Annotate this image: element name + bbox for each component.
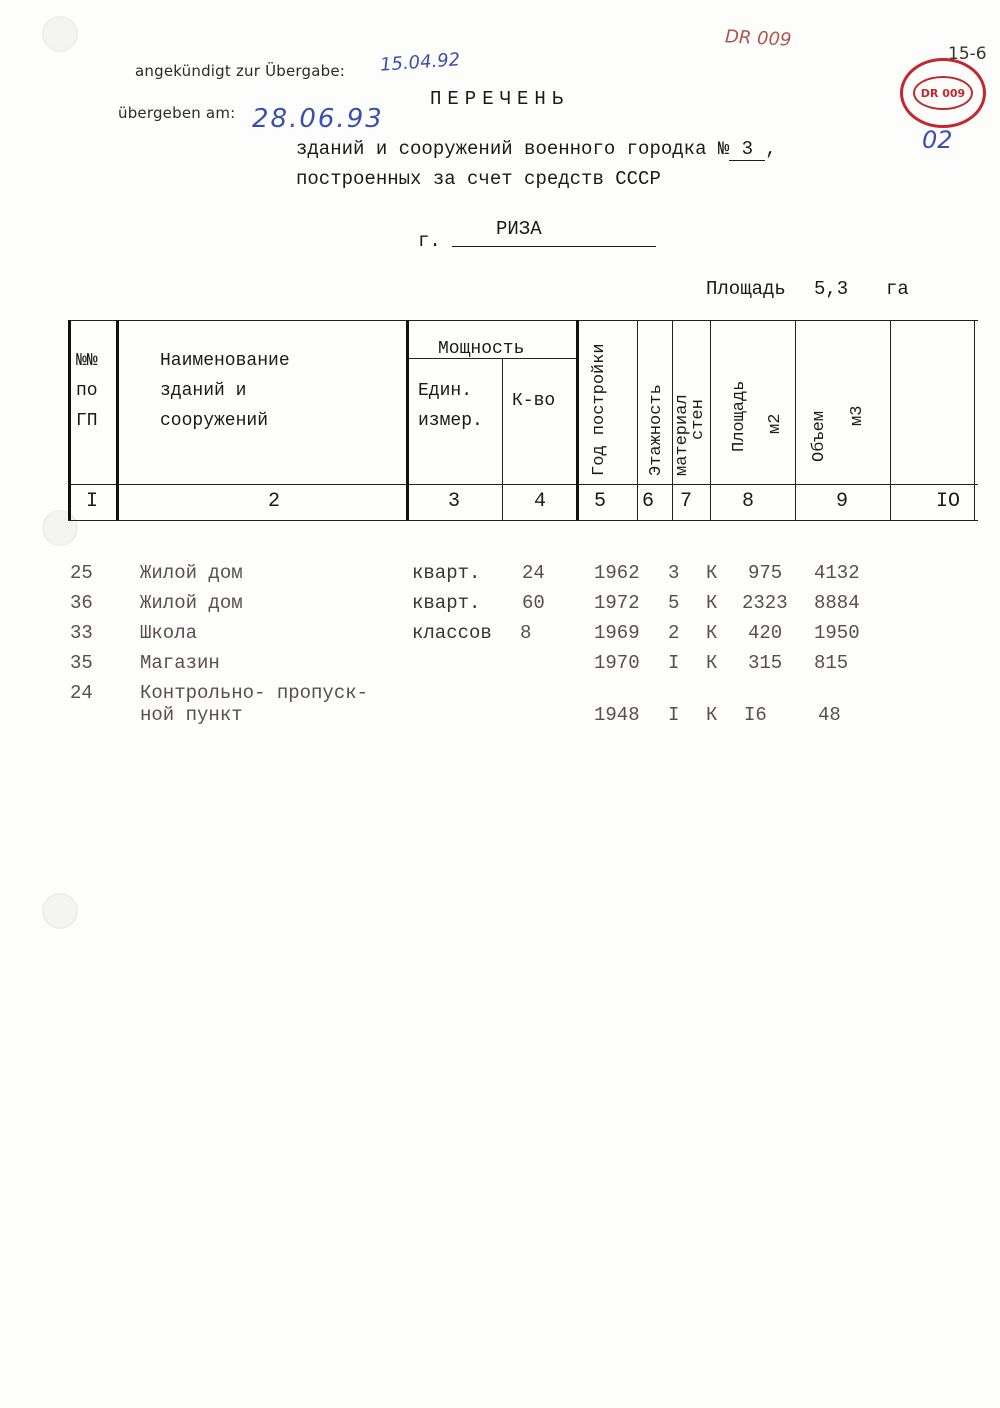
cell-name-continued: ной пункт	[140, 704, 243, 726]
numbers-bottom-line	[68, 520, 978, 521]
cell-year: 1962	[594, 562, 640, 584]
punch-hole	[42, 510, 78, 546]
col3-header-line: Един.	[418, 381, 473, 401]
col2-header-line: Наименование	[160, 351, 290, 371]
column-number: 6	[642, 490, 655, 513]
cell-area: I6	[744, 704, 767, 726]
col2-header	[160, 346, 290, 436]
cell-no: 35	[70, 652, 93, 674]
col9-header-line1: Объем	[810, 410, 829, 462]
cell-name: Жилой дом	[140, 562, 243, 584]
col3-header	[418, 376, 483, 436]
cell-volume: 815	[814, 652, 849, 674]
col1-header	[76, 346, 98, 436]
column-number: IO	[936, 490, 961, 513]
corner-code: DR 009	[724, 26, 792, 51]
col2-header-line: зданий и	[160, 381, 247, 401]
cell-year: 1972	[594, 592, 640, 614]
col3-header-line: измер.	[418, 411, 483, 431]
vline-3	[406, 320, 409, 520]
column-number: 4	[534, 490, 547, 513]
punch-hole	[42, 16, 78, 52]
cell-material: К	[706, 622, 718, 644]
capacity-header: Мощность	[438, 339, 525, 359]
col7-header-line1: материал	[673, 394, 692, 476]
column-number: 3	[448, 490, 461, 513]
area-label: Площадь	[706, 278, 786, 300]
announced-label: angekündigt zur Übergabe:	[135, 62, 346, 80]
cell-qty: 24	[522, 562, 545, 584]
vline-4	[502, 358, 503, 520]
col6-header: Этажность	[647, 384, 666, 476]
column-number: 7	[680, 490, 693, 513]
cell-no: 33	[70, 622, 93, 644]
cell-name: Магазин	[140, 652, 220, 674]
town-number: 3	[729, 138, 765, 161]
archive-seal	[900, 58, 986, 128]
col1-header-line: ГП	[76, 411, 98, 431]
handed-label: übergeben am:	[118, 104, 236, 122]
cell-qty: 8	[520, 622, 532, 644]
handwritten-02: 02	[922, 126, 953, 154]
col8-header-line2: м2	[766, 413, 785, 434]
cell-name: Контрольно- пропуск-	[140, 682, 369, 704]
cell-floors: I	[668, 704, 680, 726]
vline-2	[116, 320, 119, 520]
column-number: I	[86, 490, 99, 513]
seal-text: DR 009	[913, 76, 973, 110]
header-bottom-line	[68, 484, 978, 485]
col2-header-line: сооружений	[160, 411, 269, 431]
column-number: 9	[836, 490, 849, 513]
cell-name: Жилой дом	[140, 592, 243, 614]
cell-volume: 4132	[814, 562, 860, 584]
col1-header-line: №№	[76, 351, 98, 371]
announced-date: 15.04.92	[379, 49, 461, 76]
document-title: ПЕРЕЧЕНЬ	[430, 88, 570, 110]
cell-name: Школа	[140, 622, 198, 644]
cell-volume: 8884	[814, 592, 860, 614]
col9-header-line2: м3	[848, 405, 867, 426]
vline-9	[795, 320, 796, 520]
cell-unit: кварт.	[412, 562, 481, 584]
cell-year: 1948	[594, 704, 640, 726]
city-underline	[452, 246, 656, 247]
cell-area: 2323	[742, 592, 788, 614]
table-top-line	[68, 320, 978, 321]
cell-year: 1969	[594, 622, 640, 644]
title-line-1: зданий и сооружений военного городка № 3 ,	[296, 138, 777, 160]
col4-header: К-во	[512, 391, 556, 411]
cell-floors: 2	[668, 622, 680, 644]
vline-11	[974, 320, 975, 520]
city-prefix: г.	[418, 230, 441, 252]
title-line-2: построенных за счет средств СССР	[296, 168, 661, 190]
handed-date: 28.06.93	[252, 104, 384, 134]
col7-header-line2: стен	[689, 399, 708, 440]
cell-material: К	[706, 704, 718, 726]
cell-volume: 1950	[814, 622, 860, 644]
cell-floors: 3	[668, 562, 680, 584]
cell-material: К	[706, 592, 718, 614]
cell-unit: кварт.	[412, 592, 481, 614]
title-line-1-text: зданий и сооружений военного городка №	[296, 138, 730, 160]
cell-material: К	[706, 562, 718, 584]
cell-floors: I	[668, 652, 680, 674]
vline-1	[68, 320, 71, 520]
vline-5	[576, 320, 579, 520]
col5-header: Год постройки	[590, 343, 609, 476]
area-value: 5,3	[814, 278, 849, 300]
column-number: 2	[268, 490, 281, 513]
column-number: 8	[742, 490, 755, 513]
col1-header-line: по	[76, 381, 98, 401]
vline-8	[710, 320, 711, 520]
cell-area: 420	[748, 622, 783, 644]
corner-number: 15-6	[948, 44, 987, 64]
cell-area: 315	[748, 652, 783, 674]
cell-qty: 60	[522, 592, 545, 614]
column-number: 5	[594, 490, 607, 513]
col8-header-line1: Площадь	[730, 380, 749, 452]
cell-volume: 48	[818, 704, 841, 726]
vline-10	[890, 320, 891, 520]
cell-year: 1970	[594, 652, 640, 674]
cell-material: К	[706, 652, 718, 674]
cell-area: 975	[748, 562, 783, 584]
cell-no: 24	[70, 682, 93, 704]
cell-floors: 5	[668, 592, 680, 614]
cell-no: 25	[70, 562, 93, 584]
cell-unit: классов	[412, 622, 492, 644]
cell-no: 36	[70, 592, 93, 614]
city-name: РИЗА	[496, 218, 542, 240]
vline-6	[637, 320, 638, 520]
punch-hole	[42, 893, 78, 929]
area-unit: га	[886, 278, 909, 300]
